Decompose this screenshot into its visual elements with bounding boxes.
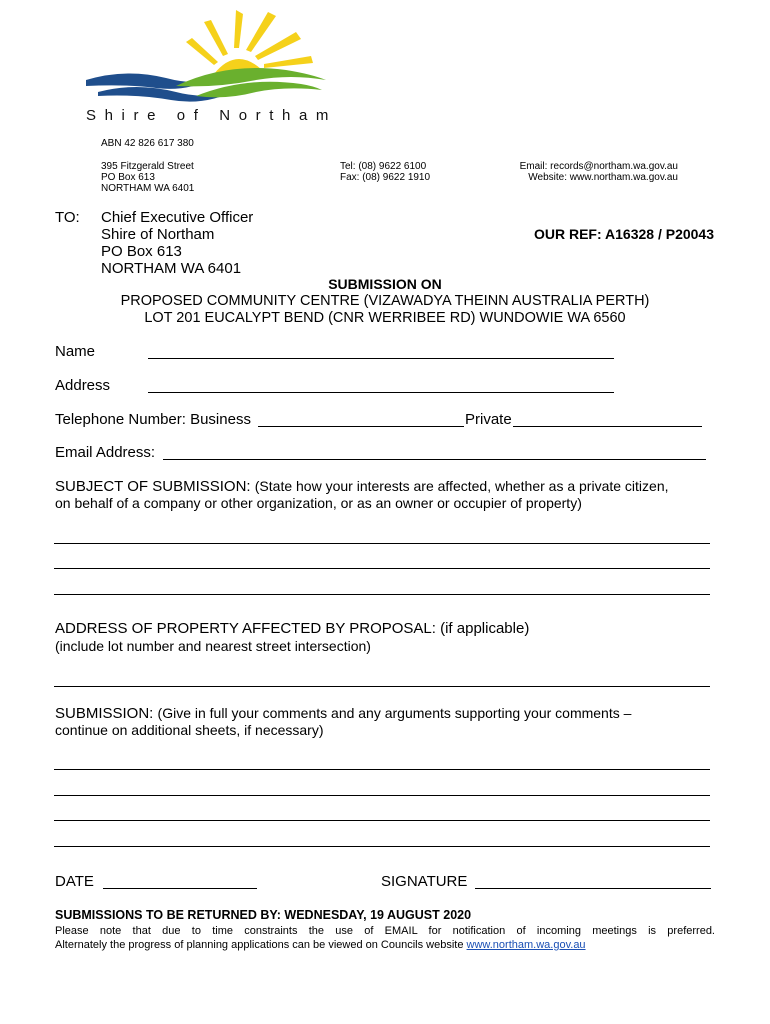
email-web (520, 161, 678, 183)
submission-instructions (55, 705, 735, 739)
property-note: (include lot number and nearest street intersection) (55, 638, 371, 654)
logo-text: Shire of Northam (86, 107, 337, 124)
submission-note: continue on additional sheets, if necessary) (55, 722, 324, 738)
fax: Fax: (08) 9622 1910 (340, 172, 431, 183)
subject-line[interactable] (54, 594, 710, 595)
our-reference: OUR REF: A16328 / P20043 (533, 226, 714, 242)
recipient-line: PO Box 613 (101, 243, 182, 260)
shire-logo (86, 8, 337, 126)
subject-line[interactable] (54, 568, 710, 569)
business-phone-field[interactable] (258, 426, 464, 427)
sun-over-waves-logo-icon (86, 8, 326, 108)
date-field[interactable] (103, 888, 257, 889)
email-preference-note: Please note that due to time constraints the use of EMAIL for notification of incoming meetings is preferred. (55, 925, 715, 937)
subject-note: (State how your interests are affected, whether as a private citizen, (254, 478, 669, 494)
address-label: Address (55, 377, 111, 394)
private-phone-label: Private (465, 411, 512, 428)
submission-line[interactable] (54, 769, 710, 770)
return-deadline: SUBMISSIONS TO BE RETURNED BY: WEDNESDAY, 19 AUGUST 2020 (55, 908, 472, 922)
private-phone-field[interactable] (513, 426, 702, 427)
abn: ABN 42 826 617 380 (101, 138, 194, 149)
property-line[interactable] (54, 686, 710, 687)
council-website-link[interactable]: www.northam.wa.gov.au (466, 939, 586, 951)
date-label: DATE (55, 873, 94, 890)
email-label: Email Address: (55, 444, 156, 461)
subject-line[interactable] (54, 543, 710, 544)
subject-heading: SUBJECT OF SUBMISSION: (55, 478, 255, 495)
phone-fax (340, 161, 430, 183)
name-field[interactable] (148, 358, 614, 359)
footer-notes (55, 924, 715, 952)
business-phone-label: Telephone Number: Business (55, 411, 251, 428)
submission-heading: SUBMISSION ON (328, 276, 442, 292)
proposal-location: LOT 201 EUCALYPT BEND (CNR WERRIBEE RD) WUNDOWIE WA 6560 (144, 310, 626, 326)
phone: Tel: (08) 9622 6100 (340, 161, 427, 172)
submission-label: SUBMISSION: (55, 705, 158, 722)
signature-field[interactable] (475, 888, 711, 889)
submission-line[interactable] (54, 795, 710, 796)
property-heading: ADDRESS OF PROPERTY AFFECTED BY PROPOSAL: (if applicable) (55, 620, 530, 637)
address-field[interactable] (148, 392, 614, 393)
proposal-title: PROPOSED COMMUNITY CENTRE (VIZAWADYA THEINN AUSTRALIA PERTH) (120, 293, 650, 309)
to-label: TO: (55, 209, 80, 226)
website-note-text: Alternately the progress of planning applications can be viewed on Councils website (55, 939, 467, 951)
recipient-line: Shire of Northam (101, 226, 215, 243)
submission-line[interactable] (54, 820, 710, 821)
address-line: PO Box 613 (101, 172, 155, 183)
subject-note: on behalf of a company or other organization, or as an owner or occupier of property) (55, 495, 582, 511)
recipient-line: Chief Executive Officer (101, 209, 254, 226)
postal-address (101, 161, 194, 194)
name-label: Name (55, 343, 96, 360)
submission-note: (Give in full your comments and any arguments supporting your comments – (157, 705, 632, 721)
recipient-address (101, 209, 253, 277)
email-field[interactable] (163, 459, 706, 460)
address-line: 395 Fitzgerald Street (101, 161, 194, 172)
address-line: NORTHAM WA 6401 (101, 183, 195, 194)
signature-label: SIGNATURE (381, 873, 468, 890)
email: Email: records@northam.wa.gov.au (519, 161, 678, 172)
website-note (55, 938, 715, 952)
subject-instructions (55, 478, 735, 512)
recipient-line: NORTHAM WA 6401 (101, 260, 242, 277)
website: Website: www.northam.wa.gov.au (528, 172, 678, 183)
submission-line[interactable] (54, 846, 710, 847)
